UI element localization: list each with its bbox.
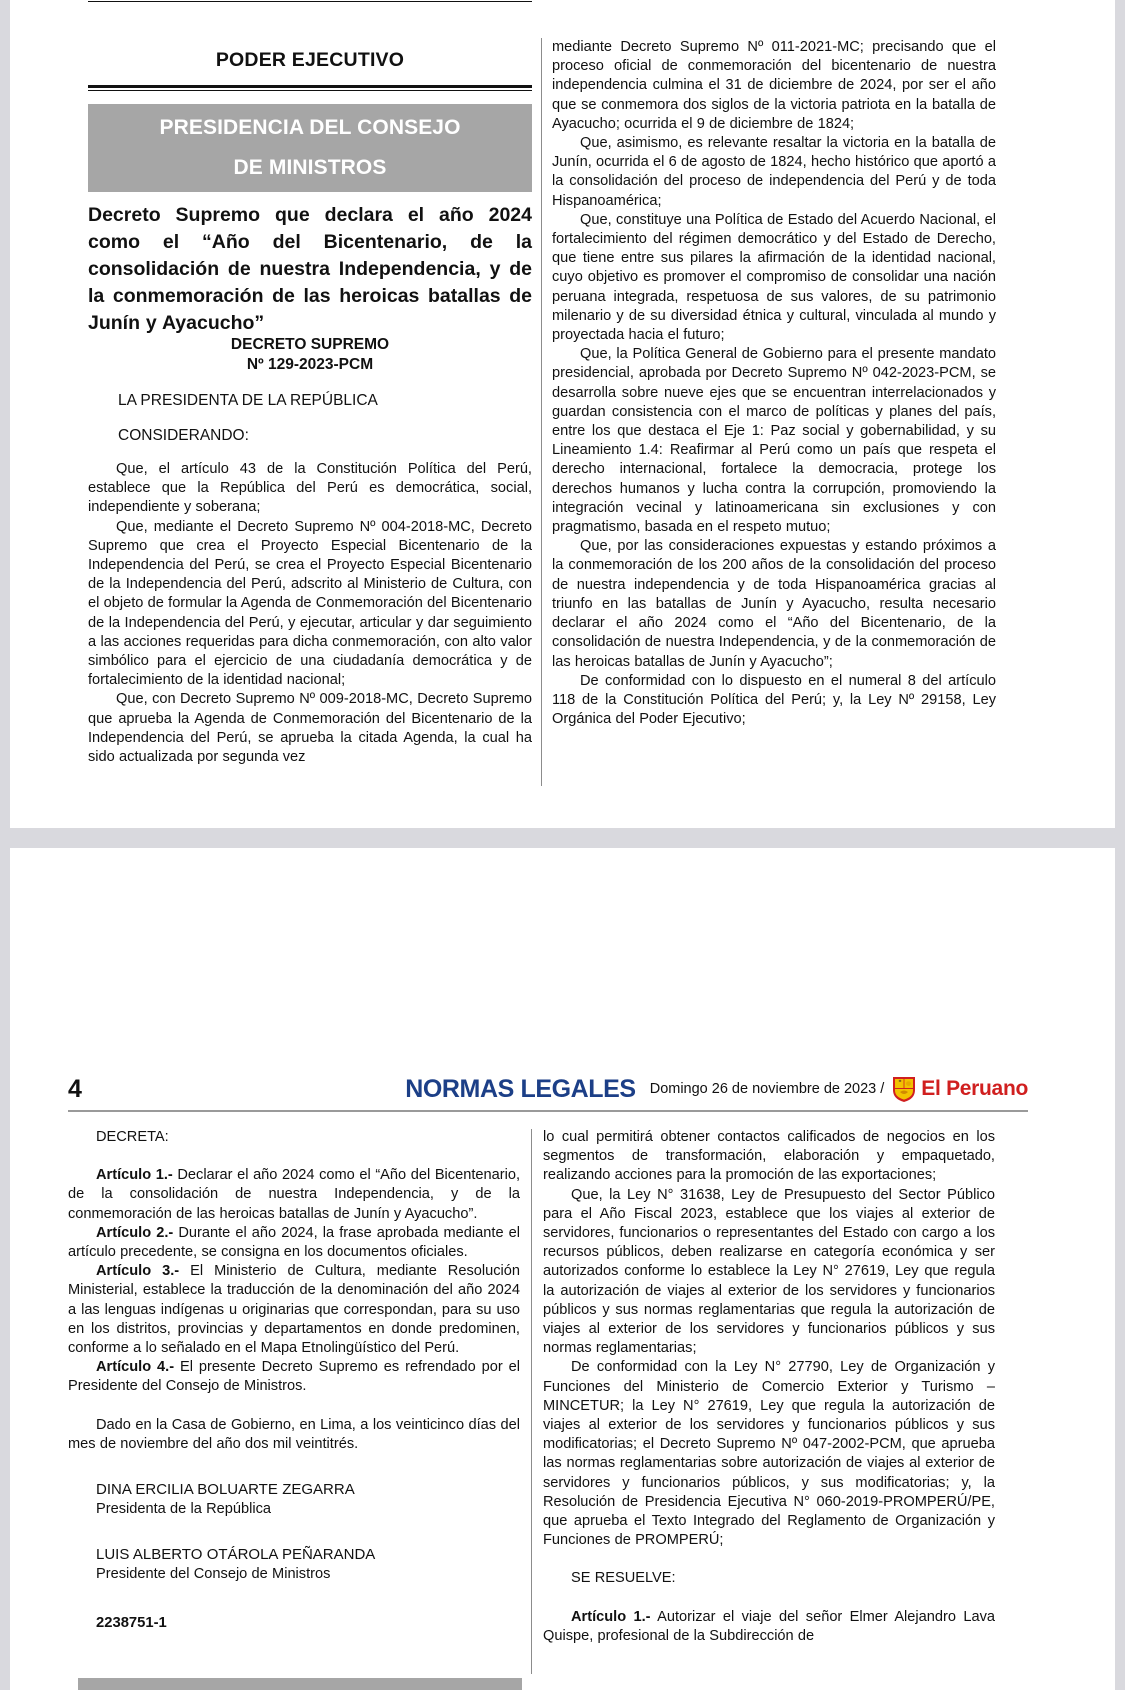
page-number: 4 xyxy=(68,1074,82,1103)
page-bottom-banner-fragment xyxy=(78,1678,522,1690)
decree-kind-label: DECRETO SUPREMO xyxy=(230,336,390,353)
paragraph: Que, mediante el Decreto Supremo Nº 004-2018-MC, Decreto Supremo que crea el Proyecto Especial Bicentenario de la Independencia del Perú, se crea el Proyecto Especial Bicentenario de la Independencia del Perú, adscrito al Ministerio de Cultura, con el objeto de formular la Agenda de Conmemoración del Bicentenario de la Independencia del Perú, y ejecutar, articular y dar seguimiento a las acciones requeridas para dicha conmemoración, con alto valor simbólico para el ejercicio de una ciudadanía democrática y de fortalecimiento de la identidad nacional; xyxy=(88,518,532,689)
page-two-left-column xyxy=(68,1128,520,1633)
newspaper-name: El Peruano xyxy=(921,1077,1028,1100)
paragraph: Que, la Política General de Gobierno para el presente mandato presidencial, aprobada por Decreto Supremo Nº 042-2023-PCM, se desarrolla sobre nueve ejes que se encuentran interrelacionados y guardan consistencia con el marco de políticas y planes del país, entre los que destaca el Eje 1: Paz social y gobernabilidad, y su Lineamiento 1.4: Reafirmar al Perú como un país que respeta el derecho internacional, fortalece la democracia, protege los derechos humanos y lucha contra la corrupción, promoviendo la integración vecinal y latinoamericana sin exclusiones y con pragmatismo, basada en el respeto mutuo; xyxy=(552,346,996,536)
section-heading-poder-ejecutivo: PODER EJECUTIVO xyxy=(215,49,405,71)
paragraph: Que, constituye una Política de Estado del Acuerdo Nacional, el fortalecimiento del régimen democrático y del Estado de Derecho, que tiene entre sus pilares la afirmación de la identidad nacional, cuyo objetivo es promover el compromiso de consolidar una nación peruana integrada, respetuosa de sus valores, de su patrimonio milenario y de su diversidad étnica y cultural, vinculada al mundo y proyectada hacia el futuro; xyxy=(552,211,996,344)
publication-reference-code: 2238751-1 xyxy=(96,1615,167,1632)
article-label: Artículo 1.- xyxy=(571,1608,651,1625)
signatory-name: LUIS ALBERTO OTÁROLA PEÑARANDA xyxy=(96,1546,376,1564)
entity-banner-line-1: PRESIDENCIA DEL CONSEJO xyxy=(159,116,461,139)
se-resuelve-label: SE RESUELVE: xyxy=(571,1570,676,1587)
article-text: Durante el año 2024, la frase aprobada mediante el artículo precedente, se consigna en los documentos oficiales. xyxy=(68,1224,520,1261)
entity-banner-line-2: DE MINISTROS xyxy=(233,156,387,179)
paragraph: Que, asimismo, es relevante resaltar la victoria en la batalla de Junín, ocurrida el 6 de agosto de 1824, hecho histórico que aportó a la consolidación del proceso de independencia del Perú y de toda Hispanoamérica; xyxy=(552,135,996,209)
publication-section-title: NORMAS LEGALES xyxy=(405,1074,636,1103)
decree-number: Nº 129-2023-PCM xyxy=(246,356,374,373)
article-label: Artículo 2.- xyxy=(96,1224,174,1241)
article-text: El presente Decreto Supremo es refrendado por el Presidente del Consejo de Ministros. xyxy=(68,1359,521,1395)
page-one-left-column xyxy=(88,460,532,767)
masthead-rule xyxy=(68,1110,1028,1112)
signature-block-president xyxy=(68,1480,520,1519)
paragraph: Que, con Decreto Supremo Nº 009-2018-MC, Decreto Supremo que aprueba la Agenda de Conmemoración del Bicentenario de la Independencia del Perú, se aprueba la citada Agenda, la cual ha sido actualizada por segunda vez xyxy=(88,691,532,766)
article-paragraph xyxy=(68,1262,520,1358)
article-label: Artículo 1.- xyxy=(96,1167,173,1184)
paragraph: Que, la Ley N° 31638, Ley de Presupuesto del Sector Público para el Año Fiscal 2023, establece que los viajes al exterior de servidores, funcionarios o representantes del Estado con cargo a los recursos públicos, deben realizarse en categoría económica y ser autorizados conforme lo establece la Ley N° 27619, Ley que regula la autorización de viajes al exterior de los servidores y funcionarios públicos y sus normas reglamentarias que regula la autorización de viajes al exterior de los servidores y funcionarios públicos y sus normas reglamentarias; xyxy=(543,1186,995,1357)
signature-block-prime-minister xyxy=(68,1545,520,1584)
paragraph: Que, el artículo 43 de la Constitución Política del Perú, establece que la República del Perú es democrática, social, independiente y soberana; xyxy=(88,461,532,516)
considering-label: CONSIDERANDO: xyxy=(118,427,249,444)
article-text: Autorizar el viaje del señor Elmer Alejandro Lava Quispe, profesional de la Subdirección de xyxy=(543,1608,995,1644)
paragraph: De conformidad con lo dispuesto en el numeral 8 del artículo 118 de la Constitución Política del Perú; y, la Ley Nº 29158, Ley Orgánica del Poder Ejecutivo; xyxy=(552,672,996,728)
peru-coat-of-arms-icon xyxy=(891,1075,917,1103)
page-one-sheet xyxy=(10,0,1115,828)
page-gutter xyxy=(0,828,1125,838)
page-one-right-column xyxy=(552,38,996,729)
page-two-masthead xyxy=(68,1072,1028,1106)
paragraph: Que, por las consideraciones expuestas y estando próximos a la conmemoración de los 200 años de la consolidación del proceso de nuestra independencia y de toda Hispanoamérica gracias al triunfo en las batallas de Junín y Ayacucho, resulta necesario declarar el año 2024 como el “Año del Bicentenario, de la consolidación de nuestra Independencia, y de la conmemoración de las heroicas batallas de Junín y Ayacucho”; xyxy=(552,538,996,670)
dado-paragraph: Dado en la Casa de Gobierno, en Lima, a los veinticinco días del mes de noviembre del año dos mil veintitrés. xyxy=(68,1416,520,1452)
authority-line: LA PRESIDENTA DE LA REPÚBLICA xyxy=(118,392,378,409)
signatory-name: DINA ERCILIA BOLUARTE ZEGARRA xyxy=(96,1481,355,1499)
article-label: Artículo 3.- xyxy=(96,1263,180,1280)
entity-banner-presidencia-consejo-ministros xyxy=(88,104,532,192)
page-two-right-column xyxy=(543,1128,995,1646)
article-text: El Ministerio de Cultura, mediante Resolución Ministerial, establece la traducción de la denominación del año 2024 a las lenguas indígenas u originarias que correspondan, para su uso en los distritos, provincias y departamentos en donde predominen, conforme a lo señalado en el Mapa Etnolingüístico del Perú. xyxy=(68,1263,521,1357)
paragraph: lo cual permitirá obtener contactos calificados de negocios en los segmentos de transformación, elaboración y empaquetado, realizando acciones para la promoción de las exportaciones; xyxy=(543,1129,995,1184)
page-two-column-divider xyxy=(531,1129,532,1674)
top-rule-double xyxy=(88,0,532,2)
paragraph: mediante Decreto Supremo Nº 011-2021-MC; precisando que el proceso oficial de conmemoración del bicentenario de nuestra independencia culmina el 31 de diciembre de 2024, por ser el año que se conmemora dos siglos de la victoria patriota en la batalla de Ayacucho; ocurrida el 9 de diciembre de 1824; xyxy=(552,39,996,132)
signatory-role: Presidente del Consejo de Ministros xyxy=(96,1565,331,1582)
decree-title: Decreto Supremo que declara el año 2024 como el “Año del Bicentenario, de la consolidación de nuestra Independencia, y de la conmemoración de las heroicas batallas de Junín y Ayacucho” xyxy=(88,204,532,334)
decreta-label: DECRETA: xyxy=(96,1129,169,1145)
publication-date: Domingo 26 de noviembre de 2023 / xyxy=(649,1081,885,1097)
article-label: Artículo 4.- xyxy=(96,1359,175,1376)
heading-underrule-double xyxy=(88,85,532,91)
article-paragraph xyxy=(543,1608,995,1646)
article-paragraph xyxy=(68,1166,520,1224)
el-peruano-logo xyxy=(891,1075,1028,1103)
article-paragraph xyxy=(68,1224,520,1262)
page-one-column-divider xyxy=(541,38,542,786)
article-paragraph xyxy=(68,1358,520,1396)
decree-kind-block xyxy=(88,335,532,375)
article-text: Declarar el año 2024 como el “Año del Bicentenario, de la consolidación de nuestra Independencia, y de la conmemoración de las heroicas batallas de Junín y Ayacucho”. xyxy=(68,1167,520,1222)
signatory-role: Presidenta de la República xyxy=(96,1500,272,1517)
paragraph: De conformidad con la Ley N° 27790, Ley de Organización y Funciones del Ministerio de Comercio Exterior y Turismo – MINCETUR; la Ley N° 27619, Ley que regula la autorización de viajes al exterior de los servidores y funcionarios públicos y sus modificatorias; el Decreto Supremo Nº 047-2002-PCM, que aprueba las normas reglamentarias sobre autorización de viajes al exterior de servidores y funcionarios públicos, y sus modificatorias; y, la Resolución de Presidencia Ejecutiva N° 060-2019-PROMPERÚ/PE, que aprueba el Texto Integrado del Reglamento de Organización y Funciones de PROMPERÚ; xyxy=(543,1359,995,1549)
